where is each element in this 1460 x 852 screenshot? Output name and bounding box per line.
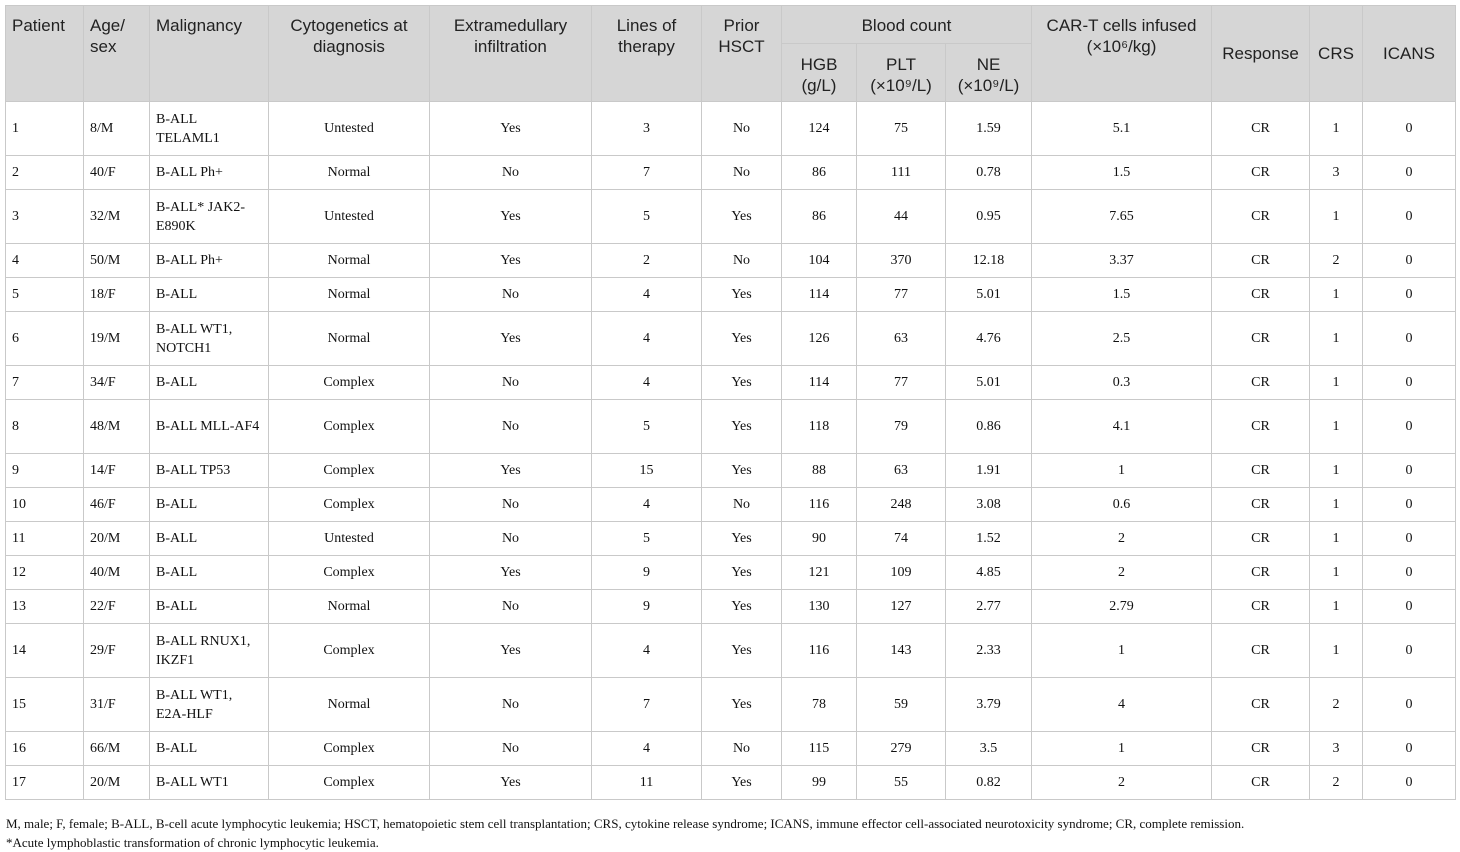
cell-plt: 143 xyxy=(857,624,946,678)
cell-patient: 14 xyxy=(6,624,84,678)
cell-age-sex: 18/F xyxy=(84,278,150,312)
cell-ne: 0.95 xyxy=(946,190,1032,244)
cell-lines-of-therapy: 5 xyxy=(592,522,702,556)
cell-extramedullary: Yes xyxy=(430,244,592,278)
cell-age-sex: 34/F xyxy=(84,366,150,400)
cell-plt: 74 xyxy=(857,522,946,556)
cell-ne: 5.01 xyxy=(946,278,1032,312)
cell-hgb: 118 xyxy=(782,400,857,454)
cell-malignancy: B-ALL TELAML1 xyxy=(150,102,269,156)
cell-cart-cells: 1.5 xyxy=(1032,156,1212,190)
cell-malignancy: B-ALL WT1, NOTCH1 xyxy=(150,312,269,366)
cell-lines-of-therapy: 4 xyxy=(592,312,702,366)
cell-lines-of-therapy: 3 xyxy=(592,102,702,156)
header-response: Response xyxy=(1212,6,1310,102)
cell-cytogenetics: Normal xyxy=(269,678,430,732)
cell-age-sex: 8/M xyxy=(84,102,150,156)
cell-icans: 0 xyxy=(1363,278,1456,312)
cell-hgb: 124 xyxy=(782,102,857,156)
cell-cytogenetics: Untested xyxy=(269,522,430,556)
cell-patient: 12 xyxy=(6,556,84,590)
cell-lines-of-therapy: 7 xyxy=(592,156,702,190)
header-plt: PLT (×10⁹/L) xyxy=(857,44,946,102)
cell-patient: 3 xyxy=(6,190,84,244)
cell-crs: 2 xyxy=(1310,766,1363,800)
cell-plt: 77 xyxy=(857,278,946,312)
cell-icans: 0 xyxy=(1363,366,1456,400)
cell-extramedullary: Yes xyxy=(430,454,592,488)
cell-cart-cells: 1.5 xyxy=(1032,278,1212,312)
cell-extramedullary: Yes xyxy=(430,766,592,800)
cell-ne: 0.82 xyxy=(946,766,1032,800)
cell-patient: 8 xyxy=(6,400,84,454)
cell-malignancy: B-ALL WT1 xyxy=(150,766,269,800)
cell-hgb: 130 xyxy=(782,590,857,624)
cell-prior-hsct: No xyxy=(702,244,782,278)
header-extramedullary: Extramedullary infiltration xyxy=(430,6,592,102)
cell-cytogenetics: Normal xyxy=(269,312,430,366)
cell-ne: 3.79 xyxy=(946,678,1032,732)
cell-malignancy: B-ALL xyxy=(150,732,269,766)
cell-patient: 15 xyxy=(6,678,84,732)
header-cart-cells: CAR-T cells infused (×10⁶/kg) xyxy=(1032,6,1212,102)
cell-ne: 3.5 xyxy=(946,732,1032,766)
cell-age-sex: 48/M xyxy=(84,400,150,454)
cell-crs: 1 xyxy=(1310,488,1363,522)
cell-crs: 1 xyxy=(1310,522,1363,556)
cell-patient: 7 xyxy=(6,366,84,400)
cell-lines-of-therapy: 15 xyxy=(592,454,702,488)
cell-prior-hsct: Yes xyxy=(702,624,782,678)
cell-age-sex: 66/M xyxy=(84,732,150,766)
table-row xyxy=(6,488,1456,522)
cell-plt: 63 xyxy=(857,312,946,366)
cell-lines-of-therapy: 11 xyxy=(592,766,702,800)
cell-cart-cells: 2 xyxy=(1032,522,1212,556)
cell-malignancy: B-ALL* JAK2-E890K xyxy=(150,190,269,244)
cell-response: CR xyxy=(1212,312,1310,366)
cell-cart-cells: 0.3 xyxy=(1032,366,1212,400)
cell-lines-of-therapy: 4 xyxy=(592,732,702,766)
cell-cart-cells: 4.1 xyxy=(1032,400,1212,454)
cell-cytogenetics: Complex xyxy=(269,624,430,678)
cell-cart-cells: 7.65 xyxy=(1032,190,1212,244)
cell-lines-of-therapy: 9 xyxy=(592,556,702,590)
table-row xyxy=(6,312,1456,366)
cell-crs: 1 xyxy=(1310,366,1363,400)
cell-prior-hsct: Yes xyxy=(702,678,782,732)
cell-hgb: 116 xyxy=(782,488,857,522)
cell-age-sex: 40/F xyxy=(84,156,150,190)
cell-extramedullary: No xyxy=(430,488,592,522)
cell-response: CR xyxy=(1212,156,1310,190)
cell-response: CR xyxy=(1212,678,1310,732)
cell-age-sex: 20/M xyxy=(84,766,150,800)
cell-response: CR xyxy=(1212,732,1310,766)
cell-extramedullary: No xyxy=(430,400,592,454)
cell-age-sex: 32/M xyxy=(84,190,150,244)
cell-hgb: 114 xyxy=(782,278,857,312)
cell-lines-of-therapy: 9 xyxy=(592,590,702,624)
cell-prior-hsct: No xyxy=(702,156,782,190)
cell-malignancy: B-ALL xyxy=(150,488,269,522)
cell-plt: 77 xyxy=(857,366,946,400)
cell-malignancy: B-ALL xyxy=(150,522,269,556)
cell-prior-hsct: Yes xyxy=(702,400,782,454)
table-row xyxy=(6,400,1456,454)
cell-response: CR xyxy=(1212,624,1310,678)
cell-prior-hsct: Yes xyxy=(702,278,782,312)
cell-plt: 248 xyxy=(857,488,946,522)
header-hgb: HGB (g/L) xyxy=(782,44,857,102)
cell-extramedullary: No xyxy=(430,156,592,190)
table-row xyxy=(6,590,1456,624)
cell-crs: 1 xyxy=(1310,590,1363,624)
cell-icans: 0 xyxy=(1363,678,1456,732)
cell-plt: 109 xyxy=(857,556,946,590)
cell-ne: 1.52 xyxy=(946,522,1032,556)
header-crs: CRS xyxy=(1310,6,1363,102)
cell-patient: 16 xyxy=(6,732,84,766)
cell-extramedullary: Yes xyxy=(430,624,592,678)
cell-prior-hsct: Yes xyxy=(702,556,782,590)
cell-cart-cells: 2.5 xyxy=(1032,312,1212,366)
cell-icans: 0 xyxy=(1363,312,1456,366)
table-row xyxy=(6,522,1456,556)
cell-lines-of-therapy: 4 xyxy=(592,488,702,522)
table-row xyxy=(6,366,1456,400)
cell-age-sex: 14/F xyxy=(84,454,150,488)
header-malignancy: Malignancy xyxy=(150,6,269,102)
cell-cart-cells: 2 xyxy=(1032,766,1212,800)
cell-prior-hsct: No xyxy=(702,732,782,766)
cell-cytogenetics: Complex xyxy=(269,732,430,766)
table-row xyxy=(6,766,1456,800)
cell-cytogenetics: Complex xyxy=(269,766,430,800)
cell-ne: 1.91 xyxy=(946,454,1032,488)
cell-crs: 1 xyxy=(1310,454,1363,488)
cell-crs: 3 xyxy=(1310,156,1363,190)
cell-cytogenetics: Complex xyxy=(269,400,430,454)
cell-icans: 0 xyxy=(1363,400,1456,454)
cell-icans: 0 xyxy=(1363,522,1456,556)
cell-crs: 1 xyxy=(1310,312,1363,366)
cell-malignancy: B-ALL MLL-AF4 xyxy=(150,400,269,454)
cell-hgb: 115 xyxy=(782,732,857,766)
cell-prior-hsct: No xyxy=(702,488,782,522)
cell-response: CR xyxy=(1212,366,1310,400)
cell-plt: 55 xyxy=(857,766,946,800)
cell-icans: 0 xyxy=(1363,732,1456,766)
header-blood-count: Blood count xyxy=(782,6,1032,44)
table-row xyxy=(6,244,1456,278)
cell-age-sex: 20/M xyxy=(84,522,150,556)
cell-cytogenetics: Complex xyxy=(269,454,430,488)
cell-lines-of-therapy: 5 xyxy=(592,190,702,244)
cell-cart-cells: 2.79 xyxy=(1032,590,1212,624)
cell-extramedullary: No xyxy=(430,732,592,766)
cell-patient: 10 xyxy=(6,488,84,522)
cell-icans: 0 xyxy=(1363,624,1456,678)
patient-characteristics-table xyxy=(5,5,1456,800)
cell-plt: 63 xyxy=(857,454,946,488)
cell-crs: 1 xyxy=(1310,400,1363,454)
header-icans: ICANS xyxy=(1363,6,1456,102)
cell-hgb: 116 xyxy=(782,624,857,678)
cell-cytogenetics: Untested xyxy=(269,102,430,156)
cell-hgb: 78 xyxy=(782,678,857,732)
cell-ne: 4.76 xyxy=(946,312,1032,366)
cell-crs: 1 xyxy=(1310,278,1363,312)
cell-malignancy: B-ALL Ph+ xyxy=(150,156,269,190)
header-age-sex: Age/ sex xyxy=(84,6,150,102)
cell-cytogenetics: Normal xyxy=(269,156,430,190)
cell-malignancy: B-ALL Ph+ xyxy=(150,244,269,278)
cell-ne: 2.77 xyxy=(946,590,1032,624)
cell-lines-of-therapy: 5 xyxy=(592,400,702,454)
cell-malignancy: B-ALL WT1, E2A-HLF xyxy=(150,678,269,732)
cell-response: CR xyxy=(1212,102,1310,156)
cell-plt: 370 xyxy=(857,244,946,278)
cell-hgb: 90 xyxy=(782,522,857,556)
cell-plt: 75 xyxy=(857,102,946,156)
cell-icans: 0 xyxy=(1363,244,1456,278)
cell-cart-cells: 0.6 xyxy=(1032,488,1212,522)
table-row xyxy=(6,156,1456,190)
header-cytogenetics: Cytogenetics at diagnosis xyxy=(269,6,430,102)
cell-cart-cells: 5.1 xyxy=(1032,102,1212,156)
cell-malignancy: B-ALL xyxy=(150,278,269,312)
table-row xyxy=(6,732,1456,766)
cell-response: CR xyxy=(1212,766,1310,800)
cell-ne: 2.33 xyxy=(946,624,1032,678)
cell-malignancy: B-ALL xyxy=(150,556,269,590)
cell-response: CR xyxy=(1212,522,1310,556)
cell-prior-hsct: Yes xyxy=(702,454,782,488)
cell-hgb: 86 xyxy=(782,156,857,190)
cell-icans: 0 xyxy=(1363,454,1456,488)
cell-patient: 4 xyxy=(6,244,84,278)
cell-icans: 0 xyxy=(1363,102,1456,156)
table-row xyxy=(6,102,1456,156)
cell-crs: 1 xyxy=(1310,102,1363,156)
cell-cytogenetics: Complex xyxy=(269,556,430,590)
cell-crs: 2 xyxy=(1310,678,1363,732)
cell-age-sex: 19/M xyxy=(84,312,150,366)
cell-lines-of-therapy: 4 xyxy=(592,278,702,312)
cell-crs: 1 xyxy=(1310,556,1363,590)
cell-crs: 1 xyxy=(1310,624,1363,678)
cell-malignancy: B-ALL TP53 xyxy=(150,454,269,488)
table-row xyxy=(6,678,1456,732)
cell-cart-cells: 4 xyxy=(1032,678,1212,732)
cell-crs: 3 xyxy=(1310,732,1363,766)
cell-hgb: 114 xyxy=(782,366,857,400)
cell-extramedullary: Yes xyxy=(430,102,592,156)
cell-icans: 0 xyxy=(1363,488,1456,522)
cell-cart-cells: 1 xyxy=(1032,732,1212,766)
cell-patient: 1 xyxy=(6,102,84,156)
cell-icans: 0 xyxy=(1363,156,1456,190)
cell-extramedullary: Yes xyxy=(430,556,592,590)
cell-extramedullary: No xyxy=(430,590,592,624)
cell-response: CR xyxy=(1212,400,1310,454)
cell-prior-hsct: Yes xyxy=(702,522,782,556)
cell-extramedullary: No xyxy=(430,366,592,400)
footnote-abbreviations: M, male; F, female; B-ALL, B-cell acute lymphocytic leukemia; HSCT, hematopoietic stem cell transplantation; CRS, cytokine release syndrome; ICANS, immune effector cell-associated neurotoxicity syndrome; CR, complete remission. xyxy=(6,816,1245,831)
cell-age-sex: 50/M xyxy=(84,244,150,278)
cell-hgb: 126 xyxy=(782,312,857,366)
cell-ne: 0.78 xyxy=(946,156,1032,190)
cell-crs: 1 xyxy=(1310,190,1363,244)
cell-ne: 12.18 xyxy=(946,244,1032,278)
cell-ne: 3.08 xyxy=(946,488,1032,522)
cell-response: CR xyxy=(1212,278,1310,312)
cell-prior-hsct: Yes xyxy=(702,312,782,366)
cell-age-sex: 46/F xyxy=(84,488,150,522)
cell-cart-cells: 1 xyxy=(1032,624,1212,678)
header-prior-hsct: Prior HSCT xyxy=(702,6,782,102)
cell-response: CR xyxy=(1212,590,1310,624)
cell-patient: 11 xyxy=(6,522,84,556)
cell-cytogenetics: Untested xyxy=(269,190,430,244)
cell-hgb: 104 xyxy=(782,244,857,278)
cell-icans: 0 xyxy=(1363,556,1456,590)
table-header xyxy=(6,6,1456,102)
cell-prior-hsct: No xyxy=(702,102,782,156)
cell-cart-cells: 3.37 xyxy=(1032,244,1212,278)
cell-icans: 0 xyxy=(1363,590,1456,624)
cell-extramedullary: Yes xyxy=(430,312,592,366)
table-row xyxy=(6,454,1456,488)
cell-response: CR xyxy=(1212,244,1310,278)
cell-cytogenetics: Normal xyxy=(269,278,430,312)
cell-prior-hsct: Yes xyxy=(702,590,782,624)
cell-patient: 17 xyxy=(6,766,84,800)
cell-ne: 4.85 xyxy=(946,556,1032,590)
cell-ne: 0.86 xyxy=(946,400,1032,454)
cell-lines-of-therapy: 4 xyxy=(592,624,702,678)
cell-extramedullary: No xyxy=(430,278,592,312)
cell-cart-cells: 2 xyxy=(1032,556,1212,590)
cell-cytogenetics: Complex xyxy=(269,366,430,400)
cell-icans: 0 xyxy=(1363,190,1456,244)
cell-lines-of-therapy: 4 xyxy=(592,366,702,400)
cell-plt: 44 xyxy=(857,190,946,244)
cell-plt: 127 xyxy=(857,590,946,624)
cell-ne: 1.59 xyxy=(946,102,1032,156)
table-row xyxy=(6,278,1456,312)
cell-cytogenetics: Complex xyxy=(269,488,430,522)
header-patient: Patient xyxy=(6,6,84,102)
cell-hgb: 86 xyxy=(782,190,857,244)
header-lines-of-therapy: Lines of therapy xyxy=(592,6,702,102)
cell-extramedullary: No xyxy=(430,522,592,556)
cell-crs: 2 xyxy=(1310,244,1363,278)
cell-plt: 279 xyxy=(857,732,946,766)
cell-prior-hsct: Yes xyxy=(702,366,782,400)
cell-patient: 5 xyxy=(6,278,84,312)
table-footnotes xyxy=(6,814,1446,852)
cell-response: CR xyxy=(1212,556,1310,590)
cell-malignancy: B-ALL xyxy=(150,590,269,624)
cell-prior-hsct: Yes xyxy=(702,766,782,800)
cell-age-sex: 29/F xyxy=(84,624,150,678)
cell-response: CR xyxy=(1212,190,1310,244)
cell-prior-hsct: Yes xyxy=(702,190,782,244)
cell-response: CR xyxy=(1212,488,1310,522)
cell-age-sex: 40/M xyxy=(84,556,150,590)
table-row xyxy=(6,556,1456,590)
cell-plt: 59 xyxy=(857,678,946,732)
cell-hgb: 88 xyxy=(782,454,857,488)
cell-age-sex: 31/F xyxy=(84,678,150,732)
cell-lines-of-therapy: 7 xyxy=(592,678,702,732)
footnote-asterisk: *Acute lymphoblastic transformation of chronic lymphocytic leukemia. xyxy=(6,835,379,850)
cell-icans: 0 xyxy=(1363,766,1456,800)
cell-cart-cells: 1 xyxy=(1032,454,1212,488)
table-row xyxy=(6,624,1456,678)
table-row xyxy=(6,190,1456,244)
cell-extramedullary: No xyxy=(430,678,592,732)
cell-malignancy: B-ALL RNUX1, IKZF1 xyxy=(150,624,269,678)
cell-patient: 2 xyxy=(6,156,84,190)
cell-response: CR xyxy=(1212,454,1310,488)
cell-patient: 13 xyxy=(6,590,84,624)
table-body xyxy=(6,102,1456,800)
cell-patient: 9 xyxy=(6,454,84,488)
cell-plt: 79 xyxy=(857,400,946,454)
cell-age-sex: 22/F xyxy=(84,590,150,624)
cell-ne: 5.01 xyxy=(946,366,1032,400)
cell-lines-of-therapy: 2 xyxy=(592,244,702,278)
cell-hgb: 121 xyxy=(782,556,857,590)
header-ne: NE (×10⁹/L) xyxy=(946,44,1032,102)
cell-malignancy: B-ALL xyxy=(150,366,269,400)
cell-cytogenetics: Normal xyxy=(269,244,430,278)
cell-hgb: 99 xyxy=(782,766,857,800)
cell-patient: 6 xyxy=(6,312,84,366)
cell-plt: 111 xyxy=(857,156,946,190)
cell-extramedullary: Yes xyxy=(430,190,592,244)
cell-cytogenetics: Normal xyxy=(269,590,430,624)
